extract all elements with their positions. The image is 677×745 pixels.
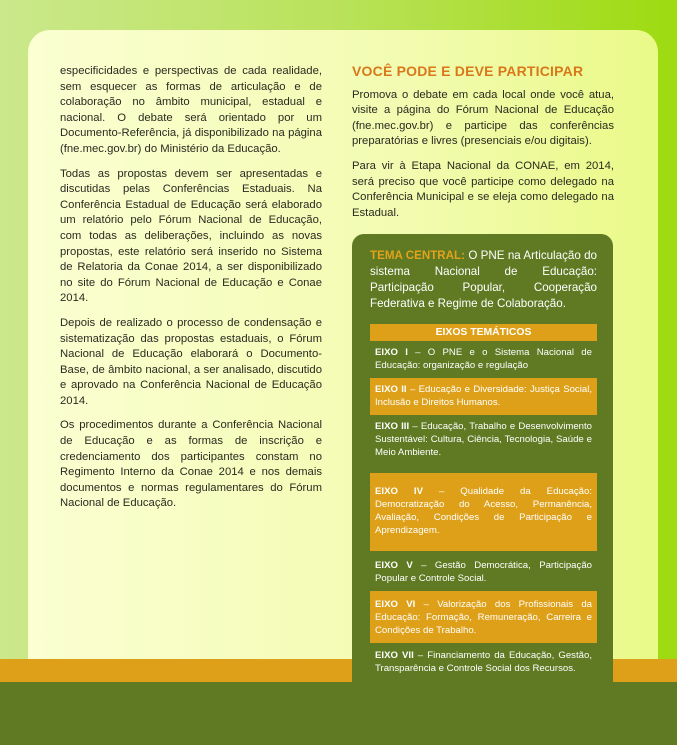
eixo-text: – Gestão Democrática, Participação Popular e Controle Social. [375, 560, 592, 584]
eixo-text: – O PNE e o Sistema Nacional de Educação: organização e regulação [375, 347, 592, 371]
eixo-item [370, 591, 597, 643]
eixo-text: – Educação, Trabalho e Desenvolvimento Sustentável: Cultura, Ciência, Tecnologia, Saúde e Meio Ambiente. [375, 421, 592, 458]
eixo-label: EIXO VII [375, 650, 414, 661]
paragraph: especificidades e perspectivas de cada realidade, sem esquecer as formas de articulação e de colaboração no âmbito municipal, estadual e nacional. O debate será orientado por um Documento-Referência, já disponibilizado na página (fne.mec.gov.br) do Ministério da Educação. [60, 65, 322, 155]
paragraph: Todas as propostas devem ser apresentadas e discutidas pelas Conferências Estaduais. Na Conferência Estadual de Educação será elaborado um relatório pelo Fórum Nacional de Educação, com todas as deliberações, incluindo as novas propostas, este relatório será inserido no Sistema de Relatoria da Conae 2014, a ser disponibilizado no site do Fórum Nacional de Educação e Conae 2014. [60, 167, 322, 305]
eixo-item [370, 473, 597, 551]
left-column [60, 64, 322, 521]
eixo-label: EIXO V [375, 560, 413, 571]
eixo-text: – Valorização dos Profissionais da Educação: Formação, Remuneração, Carreira e Condições de Trabalho. [375, 599, 592, 636]
paragraph: Para vir à Etapa Nacional da CONAE, em 2014, será preciso que você participe como delegado na Conferência Municipal e se eleja como delegado na Estadual. [352, 159, 614, 219]
eixo-item [370, 643, 597, 681]
tema-central [370, 248, 597, 312]
tema-label: TEMA CENTRAL: [370, 249, 465, 262]
eixo-text: – Qualidade da Educação: Democratização do Acesso, Permanência, Avaliação, Condições de Participação e Aprendizagem. [375, 486, 593, 536]
right-column [352, 64, 614, 230]
eixo-item [370, 378, 597, 415]
tema-box [352, 234, 613, 682]
eixo-item [370, 551, 597, 591]
eixo-item [370, 341, 597, 378]
eixo-label: EIXO VI [375, 599, 416, 610]
paragraph: Os procedimentos durante a Conferência Nacional de Educação e as formas de inscrição e credenciamento dos participantes constam no Regimento Interno da Conae 2014 e nos demais documentos e normas regulamentares do Fórum Nacional de Educação. [60, 419, 322, 510]
eixo-item [370, 415, 597, 473]
eixo-text: – Educação e Diversidade: Justiça Social, Inclusão e Direitos Humanos. [375, 384, 592, 408]
eixo-label: EIXO II [375, 384, 407, 395]
eixo-label: EIXO III [375, 421, 410, 432]
eixo-label: EIXO IV [375, 486, 423, 497]
eixo-text: – Financiamento da Educação, Gestão, Transparência e Controle Social dos Recursos. [375, 650, 592, 674]
eixo-label: EIXO I [375, 347, 408, 358]
footer-band [0, 682, 677, 745]
tema-text: O PNE na Articulação do sistema Nacional de Educação: Participação Popular, Cooperação Federativa e Regime de Colaboração. [370, 249, 597, 310]
paragraph: Depois de realizado o processo de condensação e sistematização das propostas estaduais, o Fórum Nacional de Educação elaborará o Documento-Base, de âmbito nacional, a ser analisado, discutido e aprovado na Conferência Nacional de Educação 2014. [60, 316, 322, 407]
paragraph: Promova o debate em cada local onde você atua, visite a página do Fórum Nacional de Educação (fne.mec.gov.br) e participe das conferências preparatórias e livres (presenciais e/ou digitais). [352, 88, 614, 148]
section-heading: VOCÊ PODE E DEVE PARTICIPAR [352, 63, 584, 79]
eixos-heading: EIXOS TEMÁTICOS [370, 324, 597, 341]
